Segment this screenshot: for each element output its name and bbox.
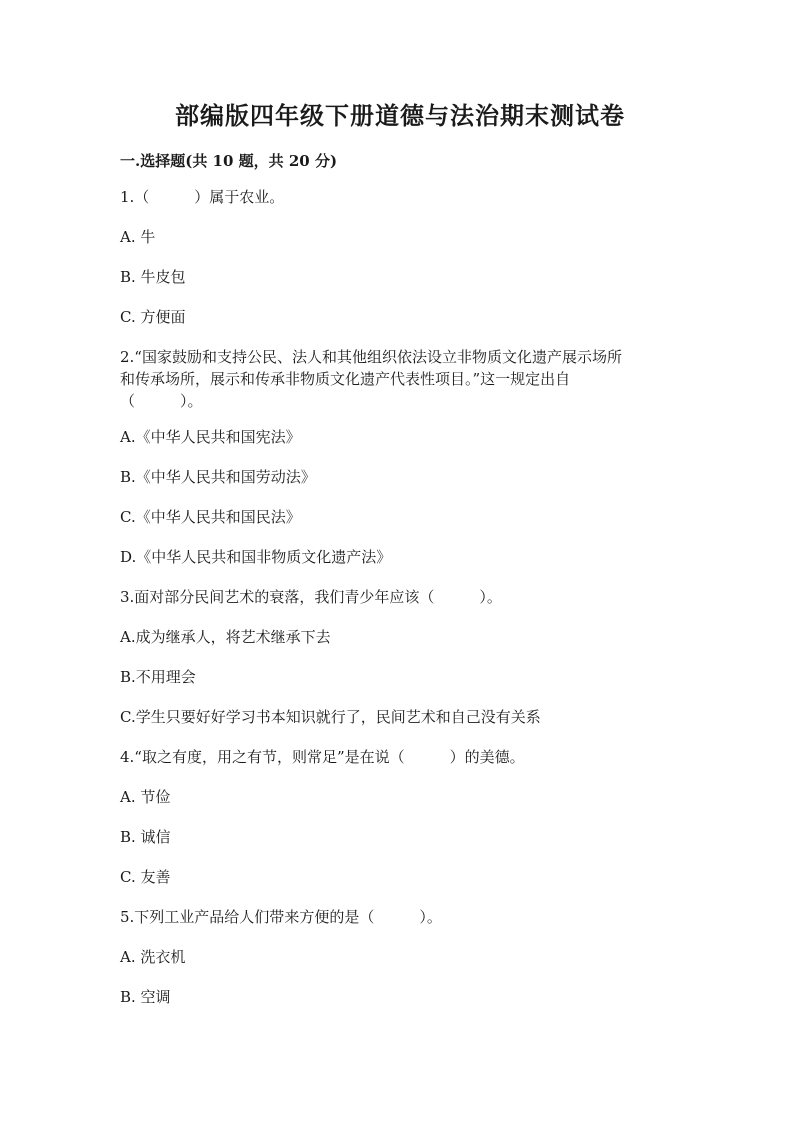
question-2-option-d: D.《中华人民共和国非物质文化遗产法》 bbox=[120, 548, 392, 566]
question-2-stem-line-3: （ ）。 bbox=[120, 392, 203, 410]
question-1-stem: 1.（ ）属于农业。 bbox=[120, 188, 285, 206]
question-3-option-a: A.成为继承人，将艺术继承下去 bbox=[120, 628, 331, 646]
question-2-stem-line-1: 2.“国家鼓励和支持公民、法人和其他组织依法设立非物质文化遗产展示场所 bbox=[120, 348, 622, 366]
question-1-option-a: A. 牛 bbox=[120, 228, 156, 246]
question-4-option-a: A. 节俭 bbox=[120, 788, 171, 806]
question-2-option-c: C.《中华人民共和国民法》 bbox=[120, 508, 301, 526]
question-3-option-b: B.不用理会 bbox=[120, 668, 196, 686]
question-1-option-b: B. 牛皮包 bbox=[120, 268, 186, 286]
page-title: 部编版四年级下册道德与法治期末测试卷 bbox=[175, 101, 625, 130]
question-2-option-a: A.《中华人民共和国宪法》 bbox=[120, 428, 301, 446]
section-heading: 一.选择题(共 10 题，共 20 分) bbox=[120, 152, 338, 170]
question-4-stem: 4.“取之有度，用之有节，则常足”是在说（ ）的美德。 bbox=[120, 748, 525, 766]
question-5-stem: 5.下列工业产品给人们带来方便的是（ ）。 bbox=[120, 908, 442, 926]
question-2-stem-line-2: 和传承场所，展示和传承非物质文化遗产代表性项目。”这一规定出自 bbox=[120, 370, 571, 388]
question-3-stem: 3.面对部分民间艺术的衰落，我们青少年应该（ ）。 bbox=[120, 588, 502, 606]
question-1-option-c: C. 方便面 bbox=[120, 308, 186, 326]
question-5-option-a: A. 洗衣机 bbox=[120, 948, 186, 966]
question-5-option-b: B. 空调 bbox=[120, 988, 171, 1006]
question-2-option-b: B.《中华人民共和国劳动法》 bbox=[120, 468, 316, 486]
question-3-option-c: C.学生只要好好学习书本知识就行了，民间艺术和自己没有关系 bbox=[120, 708, 541, 726]
question-4-option-b: B. 诚信 bbox=[120, 828, 171, 846]
question-4-option-c: C. 友善 bbox=[120, 868, 171, 886]
